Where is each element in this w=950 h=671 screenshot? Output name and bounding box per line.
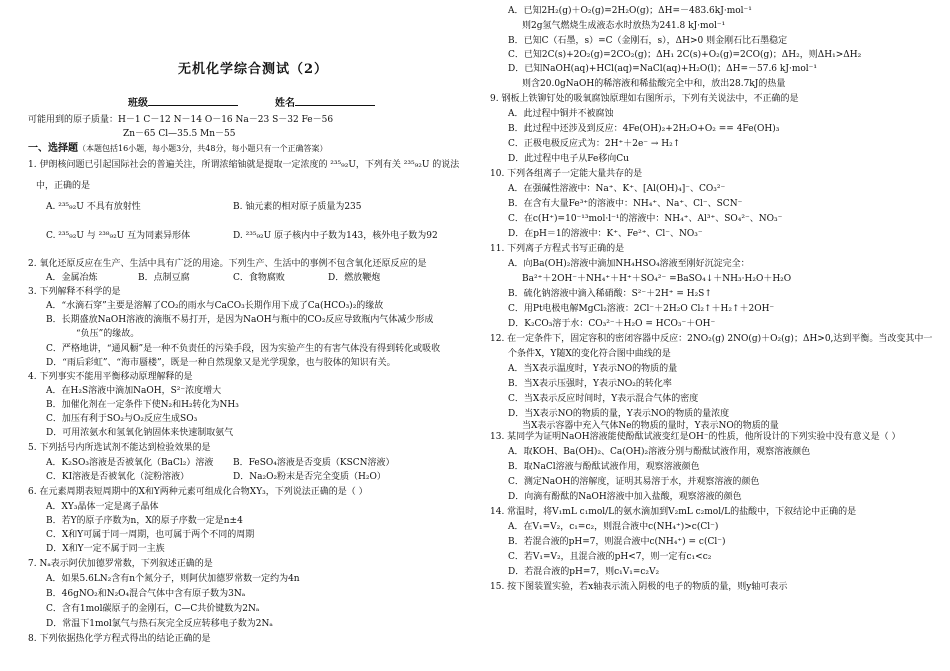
q1-option-c: C. ²³⁵₉₂U 与 ²³⁸₉₂U 互为同素异形体 <box>46 231 191 241</box>
q8-stem: 8. 下列依据热化学方程式得出的结论正确的是 <box>28 634 211 644</box>
q6-option-c: C．X和Y可属于同一周期，也可属于两个不同的周期 <box>46 530 255 540</box>
q4-option-c: C．加压有利于SO₂与O₂反应生成SO₃ <box>46 414 198 424</box>
q8-option-a-cont: 则2g氢气燃烧生成液态水时放热为241.8 kJ·mol⁻¹ <box>522 21 726 31</box>
q13-stem: 13. 某同学为证明NaOH溶液能使酚酞试液变红是OH⁻的性质，他所设计的下列实验中没有意义是（ ） <box>490 432 901 442</box>
q3-option-b-cont: “负压”的缘故。 <box>76 329 140 339</box>
q9-option-b: B．此过程中还涉及到反应：4Fe(OH)₂+2H₂O+O₂ == 4Fe(OH)₃ <box>508 124 780 134</box>
q8-option-a: A．已知2H₂(g)＋O₂(g)=2H₂O(g)；ΔH=－483.6kJ·mol⁻¹ <box>508 6 752 16</box>
q2-option-a: A．金属冶炼 <box>46 273 98 283</box>
q8-option-b: B．已知C（石墨，s）=C（金刚石，s），ΔH>0 则金刚石比石墨稳定 <box>508 36 788 46</box>
section-header <box>28 143 327 154</box>
q14-stem: 14. 常温时，将V₁mL c₁mol/L的氨水滴加到V₂mL c₂mol/L的盐酸中，下叙结论中正确的是 <box>490 507 857 517</box>
class-name-line <box>128 98 375 109</box>
q2-option-d: D．燃放鞭炮 <box>328 273 381 283</box>
q11-option-b: B．硫化钠溶液中滴入稀硝酸：S²⁻＋2H⁺ = H₂S↑ <box>508 289 712 299</box>
q6-option-d: D．X和Y一定不属于同一主族 <box>46 544 165 554</box>
q2-stem: 2. 氧化还原反应在生产、生活中具有广泛的用途。下列生产、生活中的事例不包含氧化还原反应的是 <box>28 259 427 269</box>
q3-option-c: C．严格地讲，“通风橱”是一种不负责任的污染手段，因为实验产生的有害气体没有得到转化或吸收 <box>46 344 441 354</box>
class-label: 班级 <box>128 98 148 109</box>
q4-option-b: B．加催化剂在一定条件下使N₂和H₂转化为NH₃ <box>46 400 239 410</box>
q6-option-a: A．XY₃晶体一定是离子晶体 <box>46 502 159 512</box>
q13-option-a: A．取KOH、Ba(OH)₂、Ca(OH)₂溶液分别与酚酞试液作用，观察溶液颜色 <box>508 447 811 457</box>
q10-option-a: A．在强碱性溶液中：Na⁺、K⁺、[Al(OH)₄]⁻、CO₃²⁻ <box>508 184 726 194</box>
q12-extra-line: 当X表示容器中充入气体Ne的物质的量时，Y表示NO的物质的量 <box>522 421 779 431</box>
q14-option-b: B．若混合液的pH=7，则混合液中c(NH₄⁺) = c(Cl⁻) <box>508 537 726 547</box>
q10-option-b: B．在含有大量Fe³⁺的溶液中：NH₄⁺、Na⁺、Cl⁻、SCN⁻ <box>508 199 743 209</box>
q13-option-b: B．取NaCl溶液与酚酞试液作用，观察溶液颜色 <box>508 462 700 472</box>
q9-option-c: C．正极电极反应式为：2H⁺＋2e⁻ → H₂↑ <box>508 139 681 149</box>
section-title: 一、选择题 <box>28 143 78 154</box>
q11-stem: 11. 下列离子方程式书写正确的是 <box>490 244 625 254</box>
q15-stem: 15. 按下图装置实验，若x轴表示流入阴极的电子的物质的量，则y轴可表示 <box>490 582 788 592</box>
q6-stem: 6. 在元素周期表短周期中的X和Y两种元素可组成化合物XY₃，下列说法正确的是（ ） <box>28 487 368 497</box>
q1-stem-cont: 中，正确的是 <box>36 181 91 191</box>
q12-option-b: B．当X表示压强时，Y表示NO₂的转化率 <box>508 379 672 389</box>
q2-option-c: C．食物腐败 <box>233 273 285 283</box>
q3-stem: 3. 下列解释不科学的是 <box>28 287 121 297</box>
q5-option-d: D．Na₂O₂粉末是否完全变质（H₂O） <box>233 472 386 482</box>
q11-option-c: C．用Pt电极电解MgCl₂溶液：2Cl⁻＋2H₂O Cl₂↑＋H₂↑＋2OH⁻ <box>508 304 775 314</box>
q12-stem: 12. 在一定条件下，固定容积的密闭容器中反应：2NO₂(g) 2NO(g)＋O₂(g)；ΔH>0,达到平衡。当改变其中一 <box>490 334 933 344</box>
q9-stem: 9. 钢板上铁铆钉处的吸氧腐蚀原理如右图所示，下列有关说法中，不正确的是 <box>490 94 799 104</box>
q7-option-c: C．含有1mol碳原子的金刚石，C—C共价键数为2Nₐ <box>46 604 260 614</box>
q1-option-b: B. 铀元素的相对原子质量为235 <box>233 202 362 212</box>
q13-option-d: D．向滴有酚酞的NaOH溶液中加入盐酸，观察溶液的颜色 <box>508 492 742 502</box>
q10-option-c: C．在c(H⁺)=10⁻¹³mol·l⁻¹的溶液中：NH₄⁺、Al³⁺、SO₄²⁻、NO₃⁻ <box>508 214 783 224</box>
q7-option-b: B．46gNO₂和N₂O₄混合气体中含有原子数为3Nₐ <box>46 589 246 599</box>
q13-option-c: C．测定NaOH的溶解度，证明其易溶于水，并观察溶液的颜色 <box>508 477 760 487</box>
q9-option-d: D．此过程中电子从Fe移向Cu <box>508 154 629 164</box>
q10-option-d: D．在pH＝1的溶液中：K⁺、Fe²⁺、Cl⁻、NO₃⁻ <box>508 229 703 239</box>
q4-option-a: A．在H₂S溶液中滴加NaOH，S²⁻浓度增大 <box>46 386 222 396</box>
q11-option-d: D．K₂CO₃溶于水：CO₃²⁻＋H₂O = HCO₃⁻＋OH⁻ <box>508 319 716 329</box>
q10-stem: 10. 下列各组离子一定能大量共存的是 <box>490 169 643 179</box>
q5-stem: 5. 下列括号内所选试剂不能达到检验效果的是 <box>28 443 211 453</box>
q8-option-d: D．已知NaOH(aq)+HCl(aq)=NaCl(aq)+H₂O(l)；ΔH=－57.6 kJ·mol⁻¹ <box>508 64 818 74</box>
q3-option-a: A．“水滴石穿”主要是溶解了CO₂的雨水与CaCO₃长期作用下成了Ca(HCO₃)₂的缘故 <box>46 301 384 311</box>
q3-option-d: D．“雨后彩虹”、“海市蜃楼”，既是一种自然现象又是光学现象，也与胶体的知识有关。 <box>46 358 396 368</box>
q1-option-a: A. ²³⁵₉₂U 不具有放射性 <box>46 202 141 212</box>
q12-option-a: A．当X表示温度时，Y表示NO的物质的量 <box>508 364 678 374</box>
q8-option-d-cont: 则含20.0gNaOH的稀溶液和稀盐酸完全中和，放出28.7kJ的热量 <box>522 79 786 89</box>
q4-stem: 4. 下列事实不能用平衡移动原理解释的是 <box>28 372 193 382</box>
q11-option-a-cont: Ba²⁺＋2OH⁻＋NH₄⁺＋H⁺＋SO₄²⁻ =BaSO₄↓＋NH₃·H₂O＋H₂O <box>522 274 792 284</box>
q7-option-a: A．如果5.6LN₂含有n个氮分子，则阿伏加德罗常数一定约为4n <box>46 574 300 584</box>
q8-option-c: C．已知2C(s)+2O₂(g)=2CO₂(g)；ΔH₁ 2C(s)+O₂(g)=2CO(g)；ΔH₂，则ΔH₁>ΔH₂ <box>508 50 862 60</box>
q7-option-d: D．常温下1mol氯气与热石灰完全反应转移电子数为2Nₐ <box>46 619 273 629</box>
page-title: 无机化学综合测试（2） <box>178 62 329 77</box>
q14-option-c: C．若V₁=V₂，且混合液的pH<7，则一定有c₁<c₂ <box>508 552 712 562</box>
atomic-masses-line-1: 可能用到的原子质量：H－1 C－12 N－14 O－16 Na－23 S－32 Fe－56 <box>28 115 334 125</box>
name-label: 姓名 <box>274 98 295 109</box>
q5-option-a: A．K₂SO₃溶液是否被氧化（BaCl₂）溶液 <box>46 458 214 468</box>
section-note: （本题包括16小题，每小题3分，共48分，每小题只有一个正确答案） <box>78 144 328 153</box>
q4-option-d: D．可用浓氨水和氢氧化钠固体来快速制取氨气 <box>46 428 234 438</box>
q1-option-d: D. ²³⁵₉₂U 原子核内中子数为143，核外电子数为92 <box>233 231 438 241</box>
q3-option-b: B．长期盛放NaOH溶液的滴瓶不易打开，是因为NaOH与瓶中的CO₂反应导致瓶内气体减少形成 <box>46 315 434 325</box>
q12-option-d: D．当X表示NO的物质的量，Y表示NO的物质的量浓度 <box>508 409 730 419</box>
q12-stem-cont: 个条件X，Y随X的变化符合图中曲线的是 <box>508 349 671 359</box>
q9-option-a: A．此过程中铜并不被腐蚀 <box>508 109 614 119</box>
q12-option-c: C．当X表示反应时间时，Y表示混合气体的密度 <box>508 394 699 404</box>
q14-option-d: D．若混合液的pH=7，则c₁V₁=c₂V₂ <box>508 567 660 577</box>
q2-option-b: B．点制豆腐 <box>138 273 190 283</box>
q7-stem: 7. Nₐ表示阿伏加德罗常数，下列叙述正确的是 <box>28 559 213 569</box>
q5-option-c: C．KI溶液是否被氧化（淀粉溶液） <box>46 472 190 482</box>
q14-option-a: A．在V₁=V₂，c₁=c₂，则混合液中c(NH₄⁺)>c(Cl⁻) <box>508 522 719 532</box>
q11-option-a: A．向Ba(OH)₂溶液中滴加NH₄HSO₄溶液至刚好沉淀完全： <box>508 259 750 269</box>
q5-option-b: B．FeSO₄溶液是否变质（KSCN溶液） <box>233 458 395 468</box>
atomic-masses-line-2: Zn－65 Cl—35.5 Mn－55 <box>123 129 236 139</box>
q6-option-b: B．若Y的原子序数为n，X的原子序数一定是n±4 <box>46 516 243 526</box>
q1-stem: 1. 伊朗核问题已引起国际社会的普遍关注，所谓浓缩铀就是提取一定浓度的 ²³⁵₉₂U，下列有关 ²³⁵₉₂U 的说法 <box>28 160 460 170</box>
